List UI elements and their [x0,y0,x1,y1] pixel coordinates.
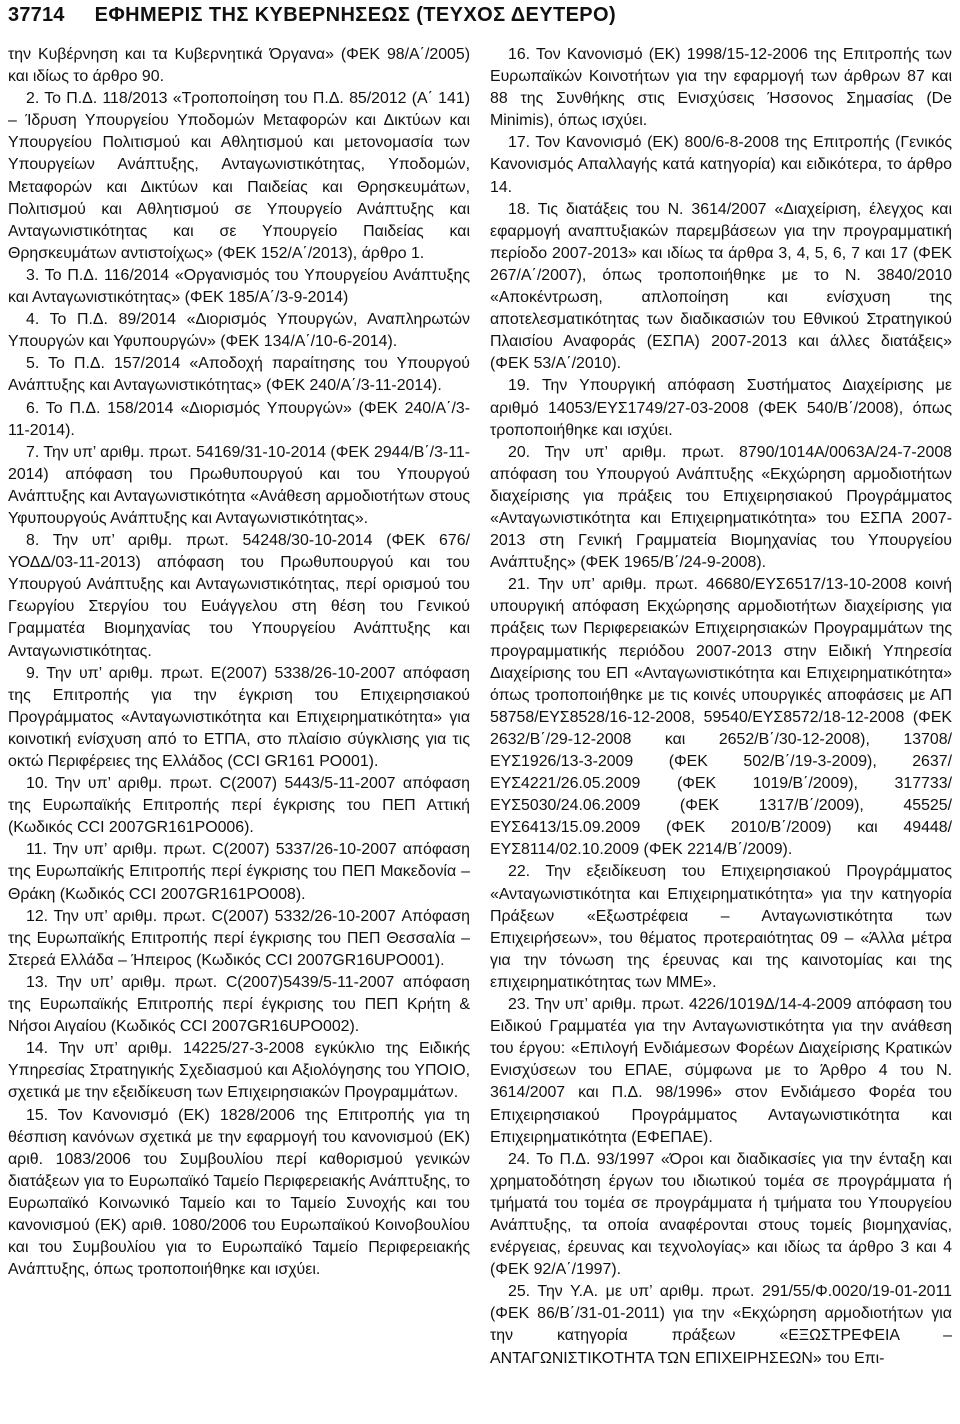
paragraph: 14. Την υπ’ αριθμ. 14225/27-3-2008 εγκύκλιο της Ειδικής Υπηρεσίας Στρατηγικής Σχεδιασμού και Αξιολόγησης του ΥΠΟΙΟ, σχετικά με την εξειδίκευση των Επιχειρησιακών Προγραμμάτων. [8,1040,470,1102]
paragraph: 25. Την Υ.Α. με υπ’ αριθμ. πρωτ. 291/55/Φ.0020/19-01-2011 (ΦΕΚ 86/Β΄/31-01-2011) για την «Εκχώρηση αρμοδιοτήτων για την κατηγορία πράξεων «ΕΞΩΣΤΡΕΦΕΙΑ – ΑΝΤΑΓΩΝΙΣΤΙΚΟΤΗΤΑ ΤΩΝ ΕΠΙΧΕΙΡΗΣΕΩΝ» του Επι- [490,1283,952,1367]
paragraph: 2. Το Π.Δ. 118/2013 «Τροποποίηση του Π.Δ. 85/2012 (Α΄ 141) – Ίδρυση Υπουργείου Υποδομών Μεταφορών και Δικτύων και Υπουργείου Πολιτισμού και Αθλητισμού και μετονομασία των Υπουργείων Ανάπτυξης, Ανταγωνιστικότητας, Υποδομών, Μεταφορών και Δικτύων και Παιδείας και Θρησκευμάτων, Πολιτισμού και Αθλητισμού σε Υπουργείο Ανάπτυξης και Ανταγωνιστικότητας και σε Υπουργείο Παιδείας και Θρησκευμάτων αντιστοίχως» (ΦΕΚ 152/Α΄/2013), άρθρο 1. [8,90,470,262]
paragraph: 8. Την υπ’ αριθμ. πρωτ. 54248/30-10-2014 (ΦΕΚ 676/ΥΟΔΔ/03-11-2013) απόφαση του Πρωθυπουργού και του Υπουργού Ανάπτυξης και Ανταγωνιστικότητας, περί ορισμού του Γεωργίου Στεργίου του Ευάγγελου στη θέση του Γενικού Γραμματέα Βιομηχανίας του Υπουργείου Ανάπτυξης και Ανταγωνιστικότητας. [8,532,470,660]
page-header [8,0,952,36]
page-number: 37714 [8,4,65,26]
text-columns [8,44,952,1370]
gazette-title: ΕΦΗΜΕΡΙΣ ΤΗΣ ΚΥΒΕΡΝΗΣΕΩΣ (ΤΕΥΧΟΣ ΔΕΥΤΕΡΟ) [94,4,617,26]
paragraph: 15. Τον Κανονισμό (ΕΚ) 1828/2006 της Επιτροπής για τη θέσπιση κανόνων σχετικά με την εφαρμογή του κανονισμού (ΕΚ) αριθ. 1083/2006 του Συμβουλίου περί καθορισμού γενικών διατάξεων για το Ευρωπαϊκό Ταμείο Περιφερειακής Ανάπτυξης, το Ευρωπαϊκό Κοινωνικό Ταμείο και το Ταμείο Συνοχής και του κανονισμού (ΕΚ) αριθ. 1080/2006 του Ευρωπαϊκού Κοινοβουλίου και του Συμβουλίου για το Ευρωπαϊκό Ταμείο Περιφερειακής Ανάπτυξης, όπως τροποποιήθηκε και ισχύει. [8,1106,470,1279]
paragraph: 11. Την υπ’ αριθμ. πρωτ. C(2007) 5337/26-10-2007 απόφαση της Ευρωπαϊκής Επιτροπής περί έγκρισης του ΠΕΠ Μακεδονία – Θράκη (Κωδικός CCI 2007GR161PO008). [8,841,470,903]
paragraph: 10. Την υπ’ αριθμ. πρωτ. C(2007) 5443/5-11-2007 απόφαση της Ευρωπαϊκής Επιτροπής περί έγκρισης του ΠΕΠ Αττική (Κωδικός CCI 2007GR161PO006). [8,775,470,837]
right-column [490,44,952,1370]
paragraph: 17. Τον Κανονισμό (ΕΚ) 800/6-8-2008 της Επιτροπής (Γενικός Κανονισμός Απαλλαγής κατά κατηγορία) και ειδικότερα, το άρθρο 14. [490,134,952,196]
left-column [8,44,470,1370]
paragraph: 7. Την υπ’ αριθμ. πρωτ. 54169/31-10-2014 (ΦΕΚ 2944/Β΄/3-11-2014) απόφαση του Πρωθυπουργού και του Υπουργού Ανάπτυξης και Ανταγωνιστικότητα «Ανάθεση αρμοδιοτήτων στους Υφυπουργούς Ανάπτυξης και Ανταγωνιστικότητας». [8,443,470,527]
paragraph: 19. Την Υπουργική απόφαση Συστήματος Διαχείρισης με αριθμό 14053/ΕΥΣ1749/27-03-2008 (ΦΕΚ 540/Β΄/2008), όπως τροποποιήθηκε και ισχύει. [490,377,952,439]
paragraph: 12. Την υπ’ αριθμ. πρωτ. C(2007) 5332/26-10-2007 Απόφαση της Ευρωπαϊκής Επιτροπής περί έγκρισης του ΠΕΠ Θεσσαλία – Στερεά Ελλάδα – Ήπειρος (Κωδικός CCI 2007GR16UPO001). [8,907,470,969]
paragraph: 16. Τον Κανονισμό (ΕΚ) 1998/15-12-2006 της Επιτροπής των Ευρωπαϊκών Κοινοτήτων για την εφαρμογή των άρθρων 87 και 88 της Συνθήκης στις Ενισχύσεις Ήσσονος Σημασίας (De Minimis), όπως ισχύει. [490,46,952,130]
paragraph: 6. Το Π.Δ. 158/2014 «Διορισμός Υπουργών» (ΦΕΚ 240/Α΄/3-11-2014). [8,399,470,439]
paragraph: 18. Τις διατάξεις του Ν. 3614/2007 «Διαχείριση, έλεγχος και εφαρμογή αναπτυξιακών παρεμβάσεων για την προγραμματική περίοδο 2007-2013» και ιδίως τα άρθρα 3, 4, 5, 6, 7 και 17 (ΦΕΚ 267/Α΄/2007), όπως τροποποιήθηκε με το Ν. 3840/2010 «Αποκέντρωση, απλοποίηση και ενίσχυση της αποτελεσματικότητας των διαδικασιών του Εθνικού Στρατηγικού Πλαισίου Αναφοράς (ΕΣΠΑ) 2007-2013 και άλλες διατάξεις» (ΦΕΚ 53/Α΄/2010). [490,200,952,373]
paragraph: 9. Την υπ’ αριθμ. πρωτ. E(2007) 5338/26-10-2007 απόφαση της Επιτροπής για την έγκριση του Επιχειρησιακού Προγράμματος «Ανταγωνιστικότητα και Επιχειρηματικότητα» για κοινοτική ενίσχυση από το ΕΤΠΑ, στο πλαίσιο σύγκλισης για τις οκτώ Περιφέρειες της Ελλάδος (CCI GR161 PO001). [8,664,470,770]
paragraph: 22. Την εξειδίκευση του Επιχειρησιακού Προγράμματος «Ανταγωνιστικότητα και Επιχειρηματικότητα» για την κατηγορία Πράξεων «Εξωστρέφεια – Ανταγωνιστικότητα των Επιχειρήσεων», του θέματος προτεραιότητας 09 – «Άλλα μέτρα για την τόνωση της έρευνας και της καινοτομίας και της επιχειρηματικότητας των ΜΜΕ». [490,863,952,991]
paragraph: 20. Την υπ’ αριθμ. πρωτ. 8790/1014Α/0063Α/24-7-2008 απόφαση του Υπουργού Ανάπτυξης «Εκχώρηση αρμοδιοτήτων διαχείρισης για πράξεις του Επιχειρησιακού Προγράμματος «Ανταγωνιστικότητα και Επιχειρηματικότητα» του ΕΣΠΑ 2007-2013 στη Γενική Γραμματεία Βιομηχανίας του Υπουργείου Ανάπτυξης» (ΦΕΚ 1965/Β΄/24-9-2008). [490,443,952,572]
paragraph: 24. Το Π.Δ. 93/1997 «Όροι και διαδικασίες για την ένταξη και χρηματοδότηση έργων του ιδιωτικού τομέα σε προγράμματα ή τμήματά του τομέα σε προγράμματα ή τμήματα του Υπουργείου Ανάπτυξης, τα οποία αναφέρονται στους τομείς βιομηχανίας, ενέργειας, έρευνας και τεχνολογίας» και ιδίως τα άρθρο 3 και 4 (ΦΕΚ 92/Α΄/1997). [490,1150,952,1279]
paragraph: 5. Το Π.Δ. 157/2014 «Αποδοχή παραίτησης του Υπουργού Ανάπτυξης και Ανταγωνιστικότητας» (ΦΕΚ 240/Α΄/3-11-2014). [8,355,470,395]
paragraph: 23. Την υπ’ αριθμ. πρωτ. 4226/1019Δ/14-4-2009 απόφαση του Ειδικού Γραμματέα για την Ανταγωνιστικότητα για την ανάθεση του έργου: «Επιλογή Ενδιάμεσων Φορέων Διαχείρισης Κρατικών Ενισχύσεων του ΕΠΑΕ, σύμφωνα με το Άρθρο 4 του Ν. 3614/2007 και Π.Δ. 98/1996» στον Ενδιάμεσο Φορέα του Επιχειρησιακού Προγράμματος Ανταγωνιστικότητα και Επιχειρηματικότητα (ΕΦΕΠΑΕ). [490,996,952,1146]
paragraph: 3. Το Π.Δ. 116/2014 «Οργανισμός του Υπουργείου Ανάπτυξης και Ανταγωνιστικότητας» (ΦΕΚ 185/Α΄/3-9-2014) [8,266,470,307]
paragraph: 4. Το Π.Δ. 89/2014 «Διορισμός Υπουργών, Αναπληρωτών Υπουργών και Υφυπουργών» (ΦΕΚ 134/Α΄/10-6-2014). [8,311,470,351]
paragraph: την Κυβέρνηση και τα Κυβερνητικά Όργανα» (ΦΕΚ 98/Α΄/2005) και ιδίως το άρθρο 90. [8,46,470,86]
paragraph: 21. Την υπ’ αριθμ. πρωτ. 46680/ΕΥΣ6517/13-10-2008 κοινή υπουργική απόφαση Εκχώρησης αρμοδιοτήτων διαχείρισης για πράξεις των Περιφερειακών Επιχειρησιακών Προγραμμάτων της προγραμματικής περιόδου 2007-2013 στην Ειδική Υπηρεσία Διαχείρισης του ΕΠ «Ανταγωνιστικότητα και Επιχειρηματικότητα» όπως τροποποιήθηκε με τις κοινές υπουργικές αποφάσεις με ΑΠ 58758/ΕΥΣ8528/16-12-2008, 59540/ΕΥΣ8572/18-12-2008 (ΦΕΚ 2632/Β΄/29-12-2008 και 2652/Β΄/30-12-2008), 13708/ΕΥΣ1926/13-3-2009 (ΦΕΚ 502/Β΄/19-3-2009), 2637/ΕΥΣ4221/26.05.2009 (ΦΕΚ 1019/Β΄/2009), 317733/ΕΥΣ5030/24.06.2009 (ΦΕΚ 1317/Β΄/2009), 45525/ΕΥΣ6413/15.09.2009 (ΦΕΚ 2010/Β΄/2009) και 49448/ΕΥΣ8114/02.10.2009 (ΦΕΚ 2214/Β΄/2009). [490,576,952,859]
paragraph: 13. Την υπ’ αριθμ. πρωτ. C(2007)5439/5-11-2007 απόφαση της Ευρωπαϊκής Επιτροπής περί έγκρισης του ΠΕΠ Κρήτη & Νήσοι Αιγαίου (Κωδικός CCI 2007GR16UPO002). [8,973,470,1036]
